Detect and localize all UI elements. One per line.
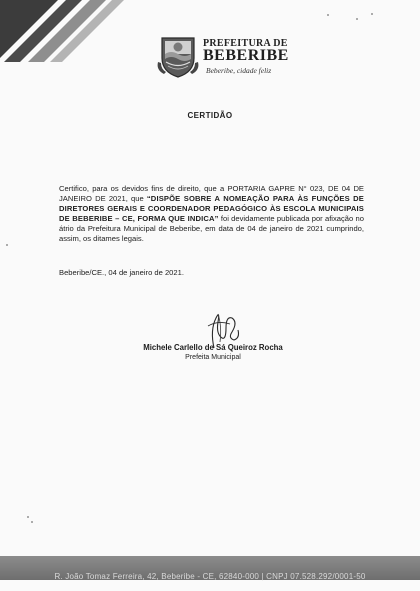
paragraph-bold-quote: “DISPÕE SOBRE A NOMEAÇÃO PARA ÀS FUNÇÕES DE DIRETORES GERAIS E COORDENADOR PEDAGÓGICO ÀS ESCOLA MUNICIPAIS DE BEBERIBE – CE, FORMA QUE INDICA” (59, 194, 365, 223)
prefeitura-logo (156, 30, 296, 82)
scan-speck (27, 516, 29, 518)
scan-speck (356, 18, 358, 20)
logo-slogan: Beberibe, cidade feliz (206, 66, 272, 75)
paragraph-intro: Certifico, para os devidos fins de direito, que a PORTARIA GAPRE N° 023, DE 04 DE JANEIRO DE 2021, que (59, 184, 364, 203)
city-emblem-icon (156, 32, 200, 78)
scan-speck (6, 244, 8, 246)
corner-stripes-decoration (0, 0, 130, 70)
logo-text-prefeitura: PREFEITURA DE (203, 38, 288, 49)
certificate-paragraph (59, 184, 364, 244)
signatory-name: Michele Carlello de Sá Queiroz Rocha (143, 343, 283, 352)
scan-speck (371, 13, 373, 15)
logo-text-city: BEBERIBE (203, 47, 289, 64)
scan-speck (327, 14, 329, 16)
footer-address: R. João Tomaz Ferreira, 42, Beberibe - CE, 62840-000 | CNPJ 07.528.292/0001-50 (54, 572, 366, 581)
place-date-line: Beberibe/CE., 04 de janeiro de 2021. (59, 268, 184, 277)
document-title: CERTIDÃO (187, 111, 233, 120)
scan-speck (31, 521, 33, 523)
paragraph-outro: foi devidamente publicada por afixação no átrio da Prefeitura Municipal de Beberibe, em data de 04 de janeiro de 2021 cumprindo, assim, os ditames legais. (59, 214, 364, 243)
signatory-role: Prefeita Municipal (185, 354, 241, 361)
